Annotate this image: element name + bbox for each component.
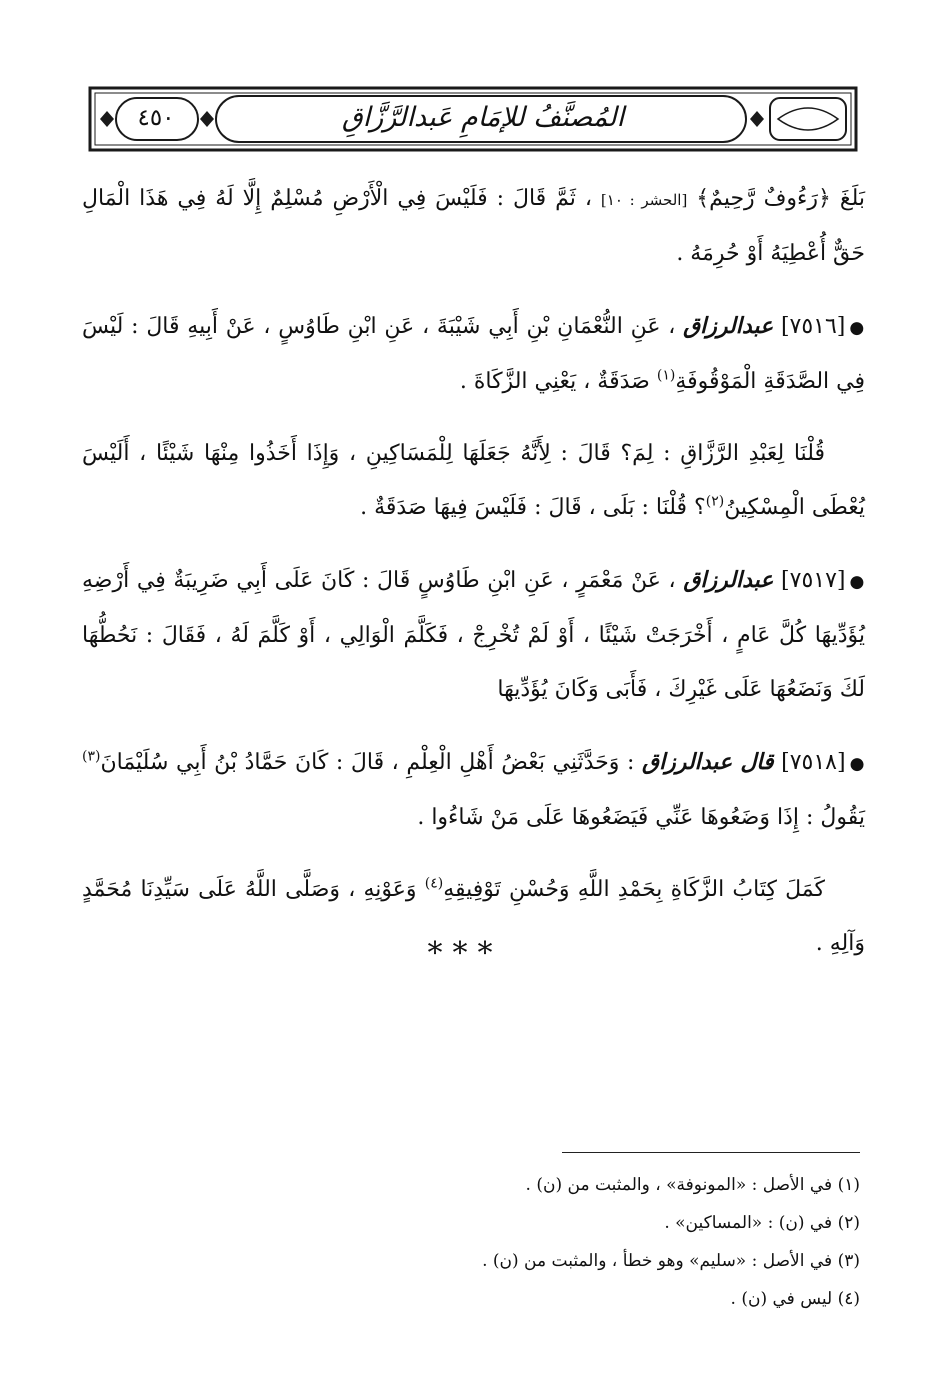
hadith-number: [٧٥١٧] [781,568,846,593]
paragraph-text: كَمَلَ كِتَابُ الزَّكَاةِ بِحَمْدِ اللَّهِ وَحُسْنِ تَوْفِيقِهِ [443,877,825,902]
main-text [82,172,865,989]
footnote-3: (٣) في الأصل : «سليم» وهو خطأ ، والمثبت من (ن) . [482,1251,860,1271]
paragraph-text: قُلْنَا لِعَبْدِ الرَّزَّاقِ : لِمَ؟ قَالَ : لِأَنَّهُ جَعَلَهَا لِلْمَسَاكِينِ ، وَإِذَا أَخَذُوا مِنْهَا شَيْئًا ، أَلَيْسَ يُعْطَى الْمِسْكِينُ [82,441,865,520]
hadith-text: ، عَنِ النُّعْمَانِ بْنِ أَبِي شَيْبَةَ ، عَنِ ابْنِ طَاوُسٍ ، عَنْ أَبِيهِ قَالَ : لَيْسَ فِي الصَّدَقَةِ الْمَوْقُوفَةِ [82,314,865,394]
hadith-number: [٧٥١٨] [781,750,846,775]
quran-verse: بَلَغَ ﴿رَءُوفٌ رَّحِيمٌ﴾ [696,186,865,211]
hadith-text: ، عَنْ مَعْمَرٍ ، عَنِ ابْنِ طَاوُسٍ قَالَ : كَانَ عَلَى أَبِي ضَرِيبَةٌ فِي أَرْضِهِ يُؤَدِّيهَا كُلَّ عَامٍ ، أَخْرَجَتْ شَيْئًا ، أَوْ لَمْ تُخْرِجْ ، فَكَلَّمَ الْوَالِي ، أَوْ كَلَّمَ لَهُ ، فَقَالَ : نَحُطُّهَا لَكَ وَنَضَعُهَا عَلَى غَيْرِكَ ، فَأَبَى وَكَانَ يُؤَدِّيهَا [82,568,865,702]
hadith-entry-7518 [82,735,865,845]
hadith-text: صَدَقَةٌ ، يَعْنِي الزَّكَاةَ . [459,369,650,394]
hadith-text: يَقُولُ : إِذَا وَضَعُوهَا عَنِّي فَيَضَعُوهَا عَلَى مَنْ شَاءُوا . [417,805,865,830]
footnote-divider [562,1152,860,1153]
paragraph-text: ؟ قُلْنَا : بَلَى ، قَالَ : فَلَيْسَ فِيهَا صَدَقَةٌ . [360,495,706,520]
paragraph-continuation [82,172,865,281]
verse-reference: [الحشر : ١٠] [600,191,688,209]
bullet-icon: ● [849,318,865,338]
narrator-name: عبدالرزاق [683,313,774,339]
bullet-icon: ● [849,754,866,774]
paragraph-text: ، ثَمَّ قَالَ : فَلَيْسَ فِي الْأَرْضِ مُسْلِمٌ إِلَّا لَهُ فِي هَذَا الْمَالِ حَقٌّ أُعْطِيَهُ أَوْ حُرِمَهُ . [82,186,865,266]
footnote-marker[interactable]: (١) [656,367,676,384]
footnote-marker[interactable]: (٣) [82,748,101,765]
narrator-name: عبدالرزاق [683,567,774,593]
hadith-entry-7516 [82,299,865,409]
narrator-name: قال عبدالرزاق [642,749,774,775]
footnotes [300,1166,860,1318]
hadith-entry-7517 [82,553,865,717]
running-header [88,86,858,164]
footnote-2: (٢) في (ن) : «المساكين» . [664,1213,860,1233]
footnote-1: (١) في الأصل : «المونوفة» ، والمثبت من (ن) . [525,1175,860,1195]
paragraph-text: وَعَوْنِهِ ، وَصَلَّى اللَّهُ عَلَى سَيِّدِنَا مُحَمَّدٍ وَآلِهِ . [82,877,865,956]
hadith-number: [٧٥١٦] [780,314,846,339]
commentary-paragraph [82,427,865,535]
page-number: ٤٥٠ [137,105,175,131]
footnote-marker[interactable]: (٢) [705,493,725,510]
footnote-4: (٤) ليس في (ن) . [730,1289,860,1309]
section-divider-stars: *** [427,936,503,971]
footnote-marker[interactable]: (٤) [424,875,444,892]
header-title: المُصنَّفُ للإمَامِ عَبدالرَّزَّاقِ [341,102,625,133]
publisher-seal-icon [781,98,841,140]
hadith-text: : وَحَدَّثَنِي بَعْضُ أَهْلِ الْعِلْمِ ، قَالَ : كَانَ حَمَّادُ بْنُ أَبِي سُلَيْمَانَ [100,750,635,775]
bullet-icon: ● [849,572,865,592]
